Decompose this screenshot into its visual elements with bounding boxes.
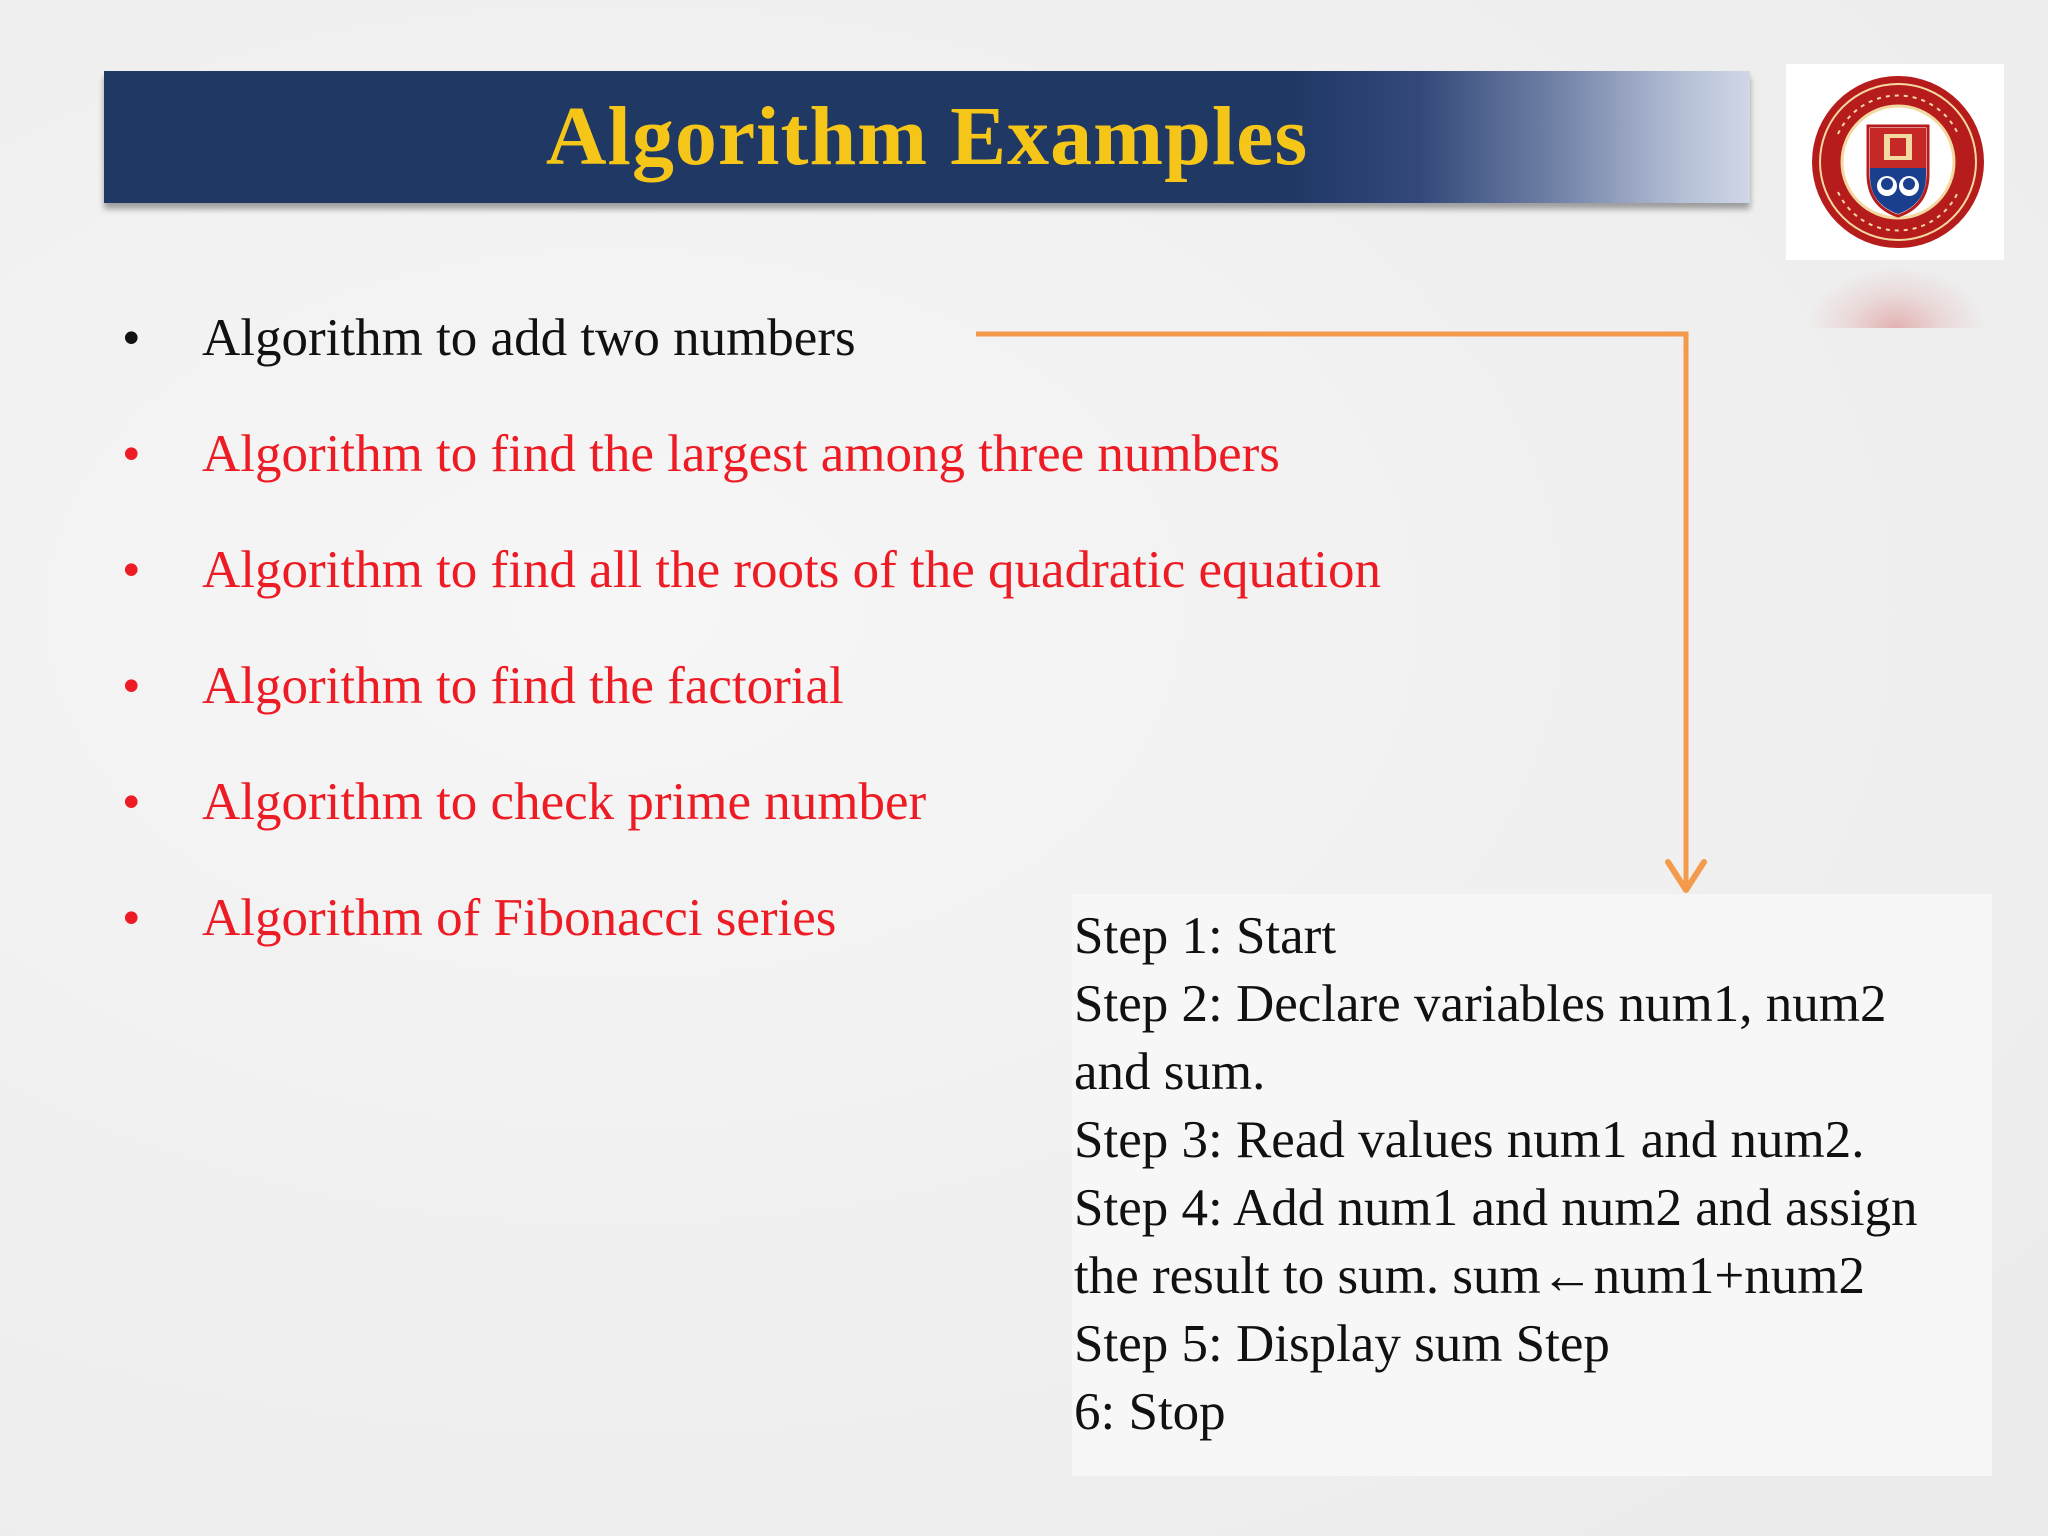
logo-reflection (1808, 268, 1984, 328)
step-line: 6: Stop (1074, 1383, 1226, 1441)
algorithm-list (118, 296, 1518, 992)
list-item-label: Algorithm to find all the roots of the quadratic equation (202, 541, 1381, 599)
step-line: Step 5: Display sum Step (1074, 1315, 1610, 1373)
step-line: Step 4: Add num1 and num2 and assign (1074, 1179, 1918, 1237)
list-item (118, 412, 1518, 528)
list-item (118, 644, 1518, 760)
bullet-icon: • (122, 889, 141, 947)
college-seal-logo (1786, 64, 2004, 260)
arrow-head-icon (1668, 862, 1704, 890)
slide-title: Algorithm Examples (545, 90, 1309, 183)
list-item-label: Algorithm to add two numbers (202, 309, 856, 367)
list-item-label: Algorithm of Fibonacci series (202, 889, 837, 947)
bullet-icon: • (122, 657, 141, 715)
list-item (118, 528, 1518, 644)
seal-icon (1786, 64, 2004, 260)
bullet-icon: • (122, 309, 141, 367)
list-item-label: Algorithm to find the factorial (202, 657, 844, 715)
step-line: and sum. (1074, 1043, 1266, 1101)
list-item-label: Algorithm to find the largest among three numbers (202, 425, 1280, 483)
list-item (118, 296, 1518, 412)
bullet-icon: • (122, 541, 141, 599)
bullet-icon: • (122, 425, 141, 483)
list-item (118, 760, 1518, 876)
steps-box (1072, 894, 1992, 1476)
bullet-icon: • (122, 773, 141, 831)
step-line: Step 3: Read values num1 and num2. (1074, 1111, 1865, 1169)
step-line: Step 1: Start (1074, 907, 1337, 965)
step-line: the result to sum. sum←num1+num2 (1074, 1247, 1866, 1305)
list-item-label: Algorithm to check prime number (202, 773, 927, 831)
step-line: Step 2: Declare variables num1, num2 (1074, 975, 1887, 1033)
title-bar (104, 71, 1750, 203)
